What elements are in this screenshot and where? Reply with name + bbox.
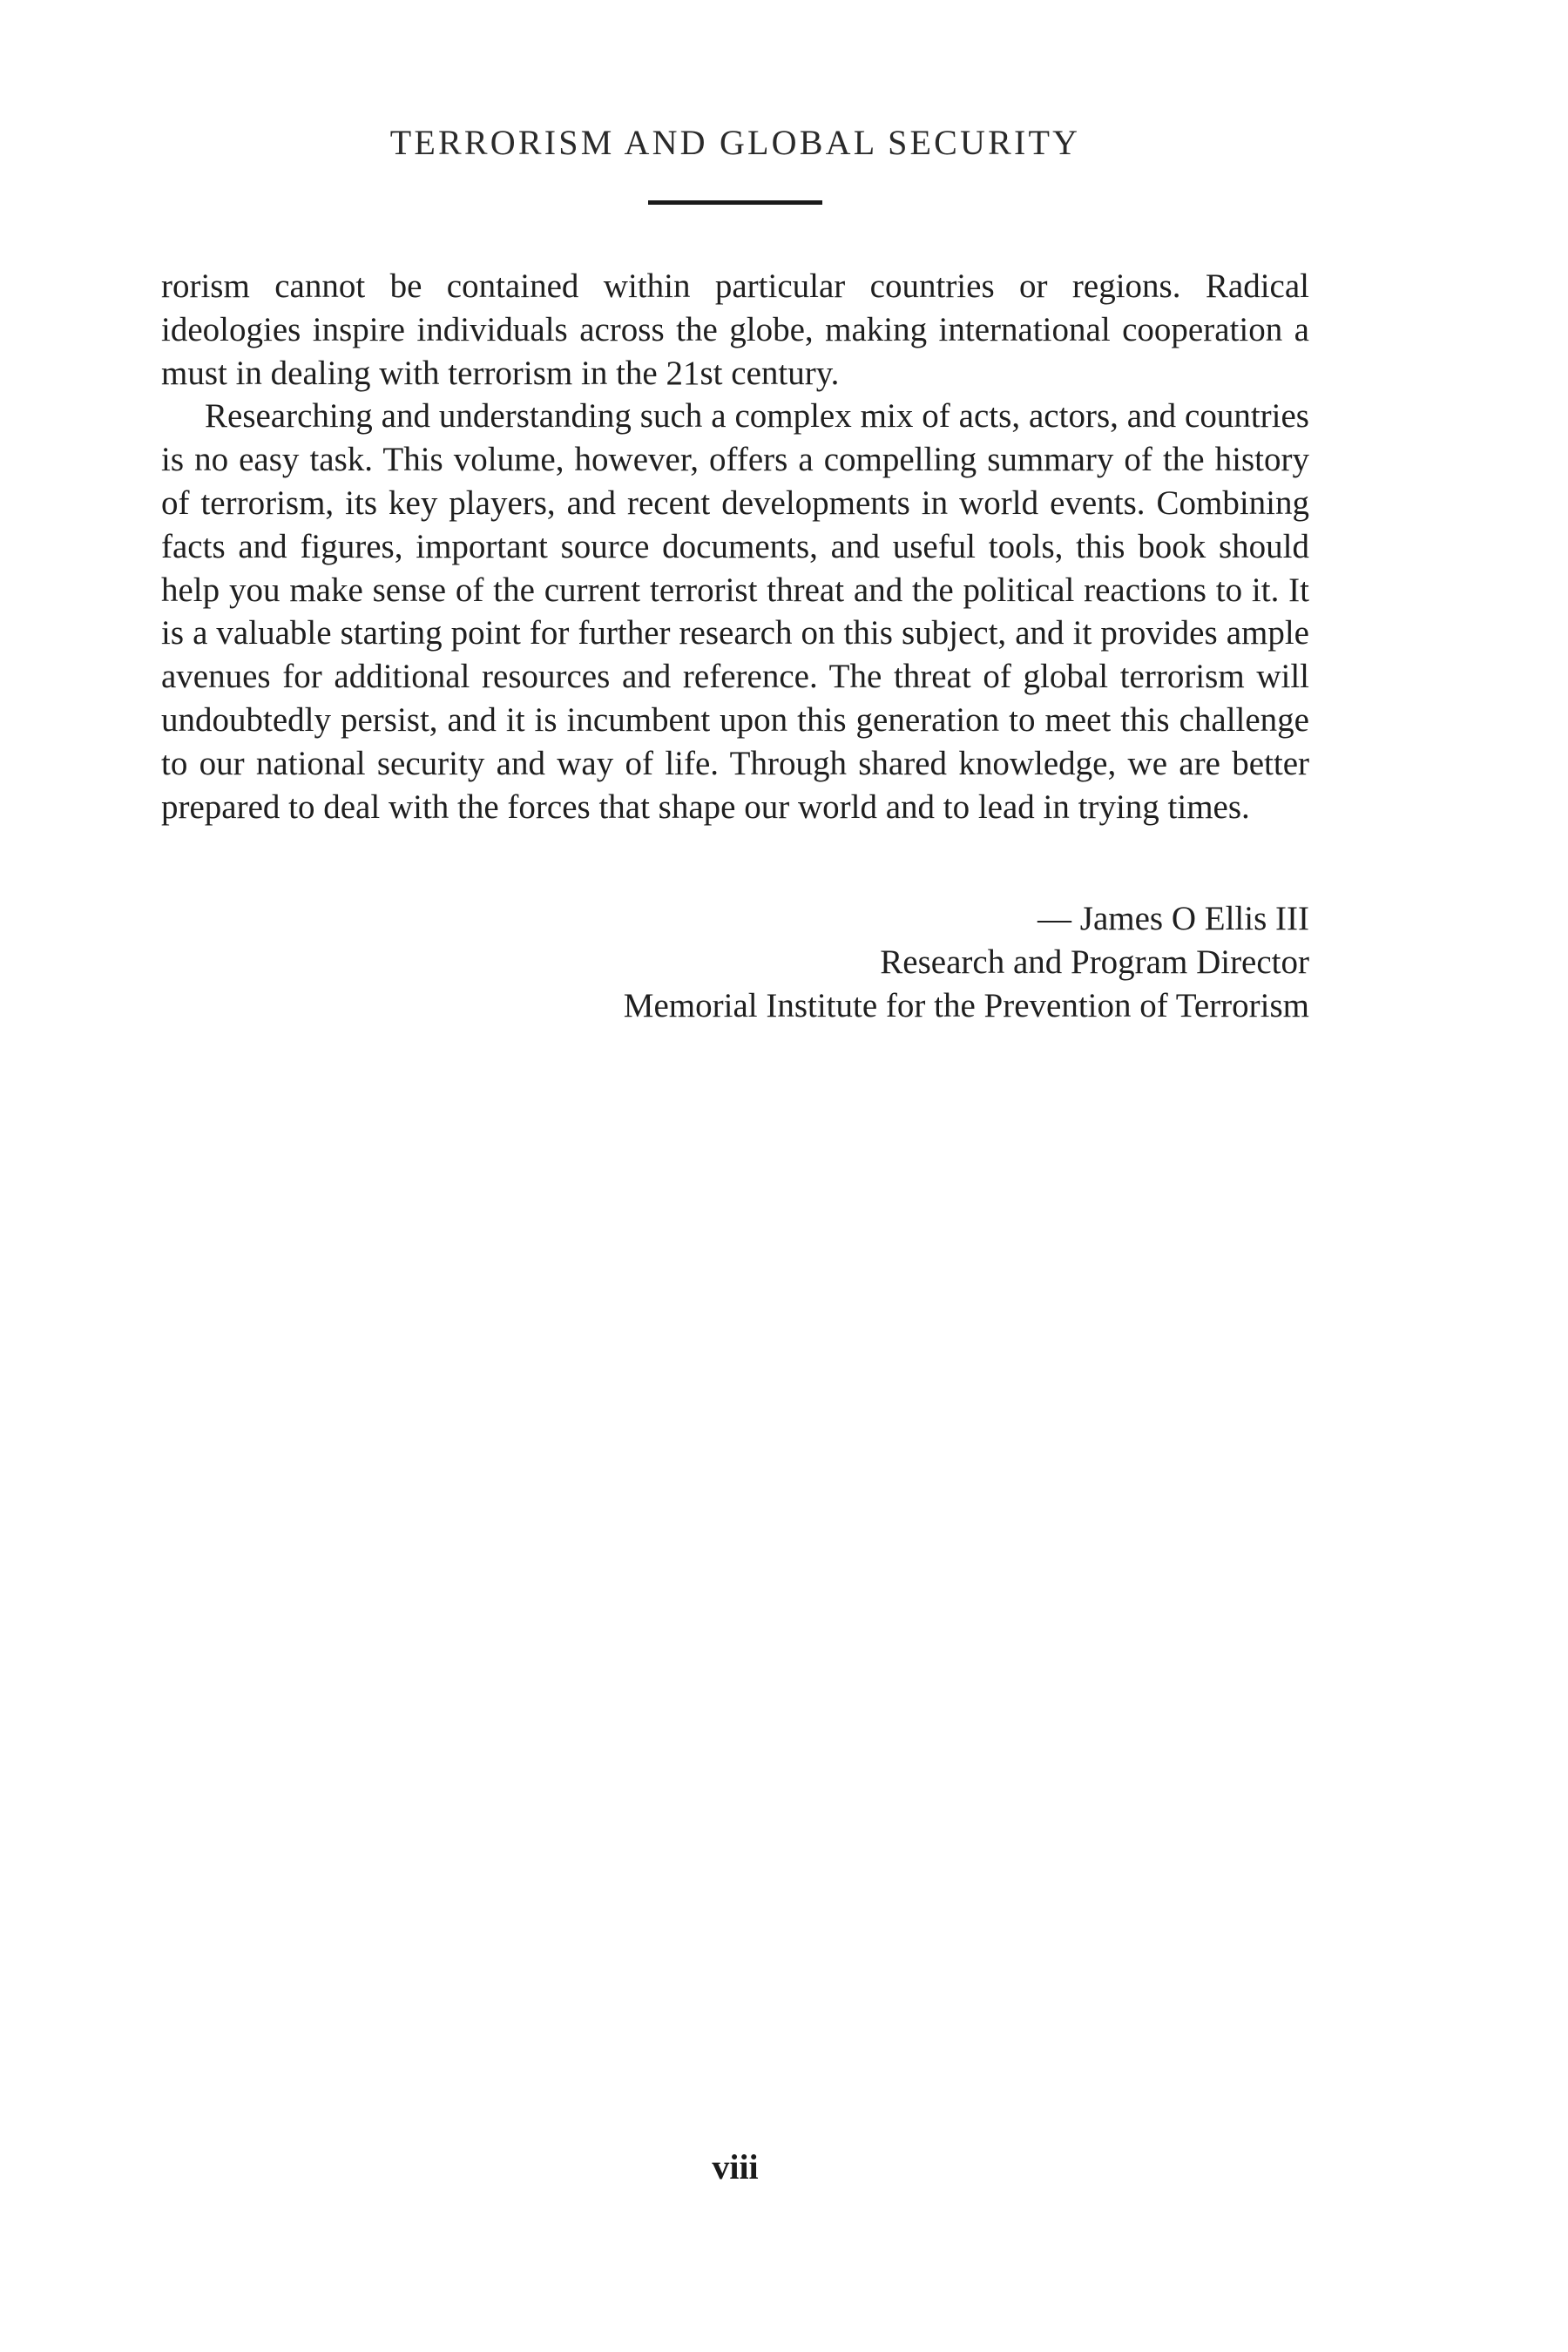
signature-block (161, 897, 1309, 1027)
running-head-title: TERRORISM AND GLOBAL SECURITY (389, 123, 1081, 162)
page-number: viii (712, 2147, 759, 2186)
signature-name: — James O Ellis III (1037, 900, 1309, 937)
header-rule (648, 200, 822, 205)
signature-organization: Memorial Institute for the Prevention of Terrorism (623, 986, 1309, 1024)
body-text (161, 265, 1309, 828)
signature-title: Research and Program Director (880, 943, 1309, 981)
paragraph-continued: rorism cannot be contained within particular countries or regions. Radical ideologies inspire individuals across the globe, making international cooperation a must in dealing with terrorism in the 21st century. (161, 267, 1309, 392)
paragraph-researching: Researching and understanding such a complex mix of acts, actors, and countries is no easy task. This volume, however, offers a compelling summary of the history of terrorism, its key players, and recent developments in world events. Combining facts and figures, important source documents, and useful tools, this book should help you make sense of the current terrorist threat and the political reactions to it. It is a valuable starting point for further research on this subject, and it provides ample avenues for additional resources and reference. The threat of global terrorism will undoubtedly persist, and it is incumbent upon this generation to meet this challenge to our national security and way of life. Through shared knowledge, we are better prepared to deal with the forces that shape our world and to lead in trying times. (161, 397, 1309, 826)
